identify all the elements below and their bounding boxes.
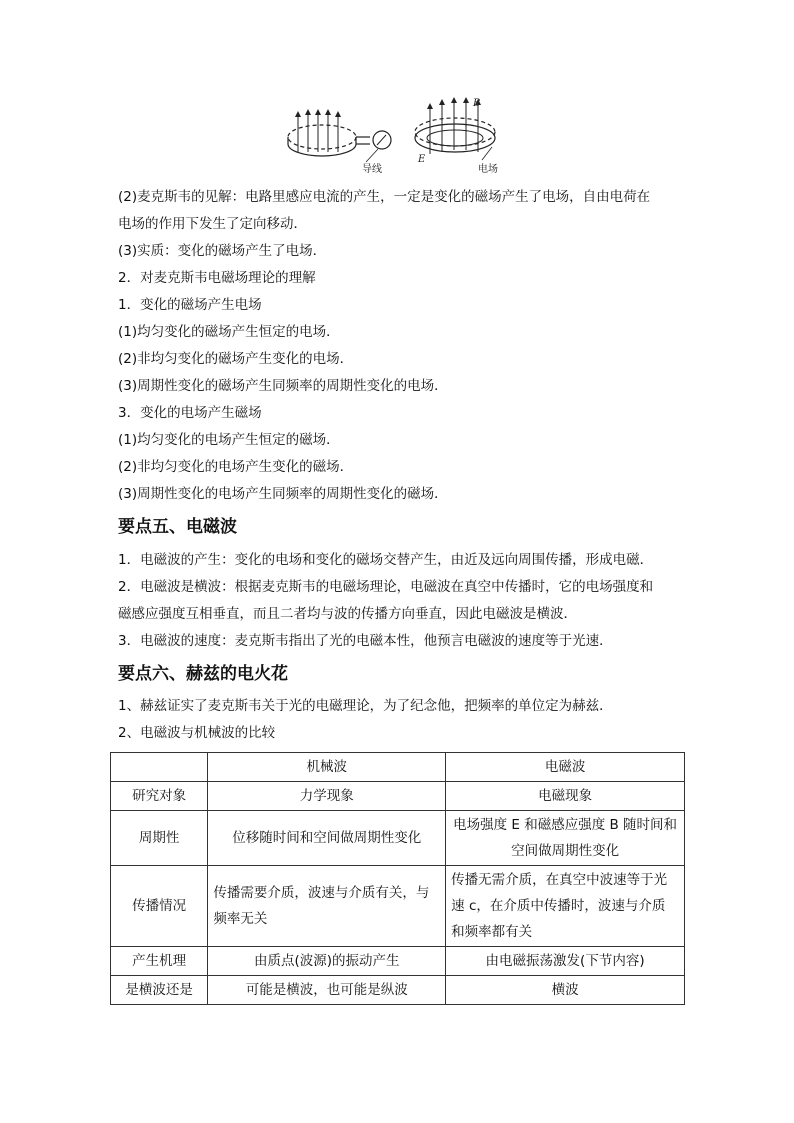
section-heading: 要点六、赫兹的电火花 xyxy=(118,664,288,684)
cell-line: 空间做周期性变化 xyxy=(511,843,620,859)
label-E: E xyxy=(418,154,426,165)
text-line: 3．电磁波的速度：麦克斯韦指出了光的电磁本性，他预言电磁波的速度等于光速． xyxy=(118,633,613,649)
row-label: 是横波还是 xyxy=(111,976,208,1005)
table-cell xyxy=(446,811,685,866)
text-line: (2)麦克斯韦的见解：电路里感应电流的产生，一定是变化的磁场产生了电场，自由电荷在 xyxy=(118,189,651,205)
table-header-cell: 电磁波 xyxy=(446,753,685,782)
text-line: 2．对麦克斯韦电磁场理论的理解 xyxy=(118,270,316,286)
table-cell xyxy=(208,866,446,947)
text-line: 2、电磁波与机械波的比较 xyxy=(118,725,276,741)
table-cell: 力学现象 xyxy=(208,782,446,811)
label-wire: 导线 xyxy=(362,164,382,175)
table-row xyxy=(111,947,685,976)
wave-comparison-table xyxy=(110,752,685,1005)
cell-line: 传播无需介质，在真空中波速等于光 xyxy=(451,872,668,888)
cell-line: 电场强度 E 和磁感应强度 B 随时间和 xyxy=(453,817,678,833)
text-line: 电场的作用下发生了定向移动． xyxy=(118,216,307,232)
text-line: 1．电磁波的产生：变化的电场和变化的磁场交替产生，由近及远向周围传播，形成电磁． xyxy=(118,552,654,568)
table-cell: 横波 xyxy=(446,976,685,1005)
table-header-cell xyxy=(111,753,208,782)
table-cell: 电磁现象 xyxy=(446,782,685,811)
section-heading: 要点五、电磁波 xyxy=(118,517,237,537)
table-cell: 位移随时间和空间做周期性变化 xyxy=(208,811,446,866)
text-line: 3．变化的电场产生磁场 xyxy=(118,405,262,421)
row-label: 周期性 xyxy=(111,811,208,866)
row-label: 传播情况 xyxy=(111,866,208,947)
cell-line: 速 c，在介质中传播时，波速与介质 xyxy=(451,898,666,914)
text-line: (1)均匀变化的磁场产生恒定的电场． xyxy=(118,324,340,340)
text-line: (3)周期性变化的磁场产生同频率的周期性变化的电场． xyxy=(118,378,448,394)
table-row xyxy=(111,811,685,866)
text-line: 2．电磁波是横波：根据麦克斯韦的电磁场理论，电磁波在真空中传播时，它的电场强度和 xyxy=(118,579,654,595)
table-row xyxy=(111,976,685,1005)
table-header-row xyxy=(111,753,685,782)
label-field: 电场 xyxy=(478,164,498,175)
table-cell: 可能是横波，也可能是纵波 xyxy=(208,976,446,1005)
cell-line: 和频率都有关 xyxy=(451,924,533,940)
magnetic-induction-figure xyxy=(270,92,530,180)
text-line: (3)实质：变化的磁场产生了电场． xyxy=(118,243,327,259)
row-label: 研究对象 xyxy=(111,782,208,811)
text-line: (2)非均匀变化的电场产生变化的磁场． xyxy=(118,459,354,475)
cell-line: 传播需要介质，波速与介质有关，与 xyxy=(213,885,430,901)
coil-with-meter xyxy=(288,112,391,175)
text-line: 磁感应强度互相垂直，而且二者均与波的传播方向垂直，因此电磁波是横波． xyxy=(118,606,577,622)
row-label: 产生机理 xyxy=(111,947,208,976)
text-line: (1)均匀变化的电场产生恒定的磁场． xyxy=(118,432,340,448)
table-row xyxy=(111,866,685,947)
label-B: B xyxy=(473,98,481,109)
text-line: (3)周期性变化的电场产生同频率的周期性变化的磁场． xyxy=(118,486,448,502)
figure-drawing xyxy=(270,92,530,180)
table-cell xyxy=(446,866,685,947)
induced-electric-field-ring xyxy=(415,98,498,175)
table-cell: 由电磁振荡激发(下节内容) xyxy=(446,947,685,976)
text-line: (2)非均匀变化的磁场产生变化的电场． xyxy=(118,351,354,367)
table-header-cell: 机械波 xyxy=(208,753,446,782)
cell-line: 频率无关 xyxy=(213,911,268,927)
table-cell: 由质点(波源)的振动产生 xyxy=(208,947,446,976)
text-line: 1、赫兹证实了麦克斯韦关于光的电磁理论，为了纪念他，把频率的单位定为赫兹． xyxy=(118,698,613,714)
text-line: 1．变化的磁场产生电场 xyxy=(118,297,262,313)
table-row xyxy=(111,782,685,811)
